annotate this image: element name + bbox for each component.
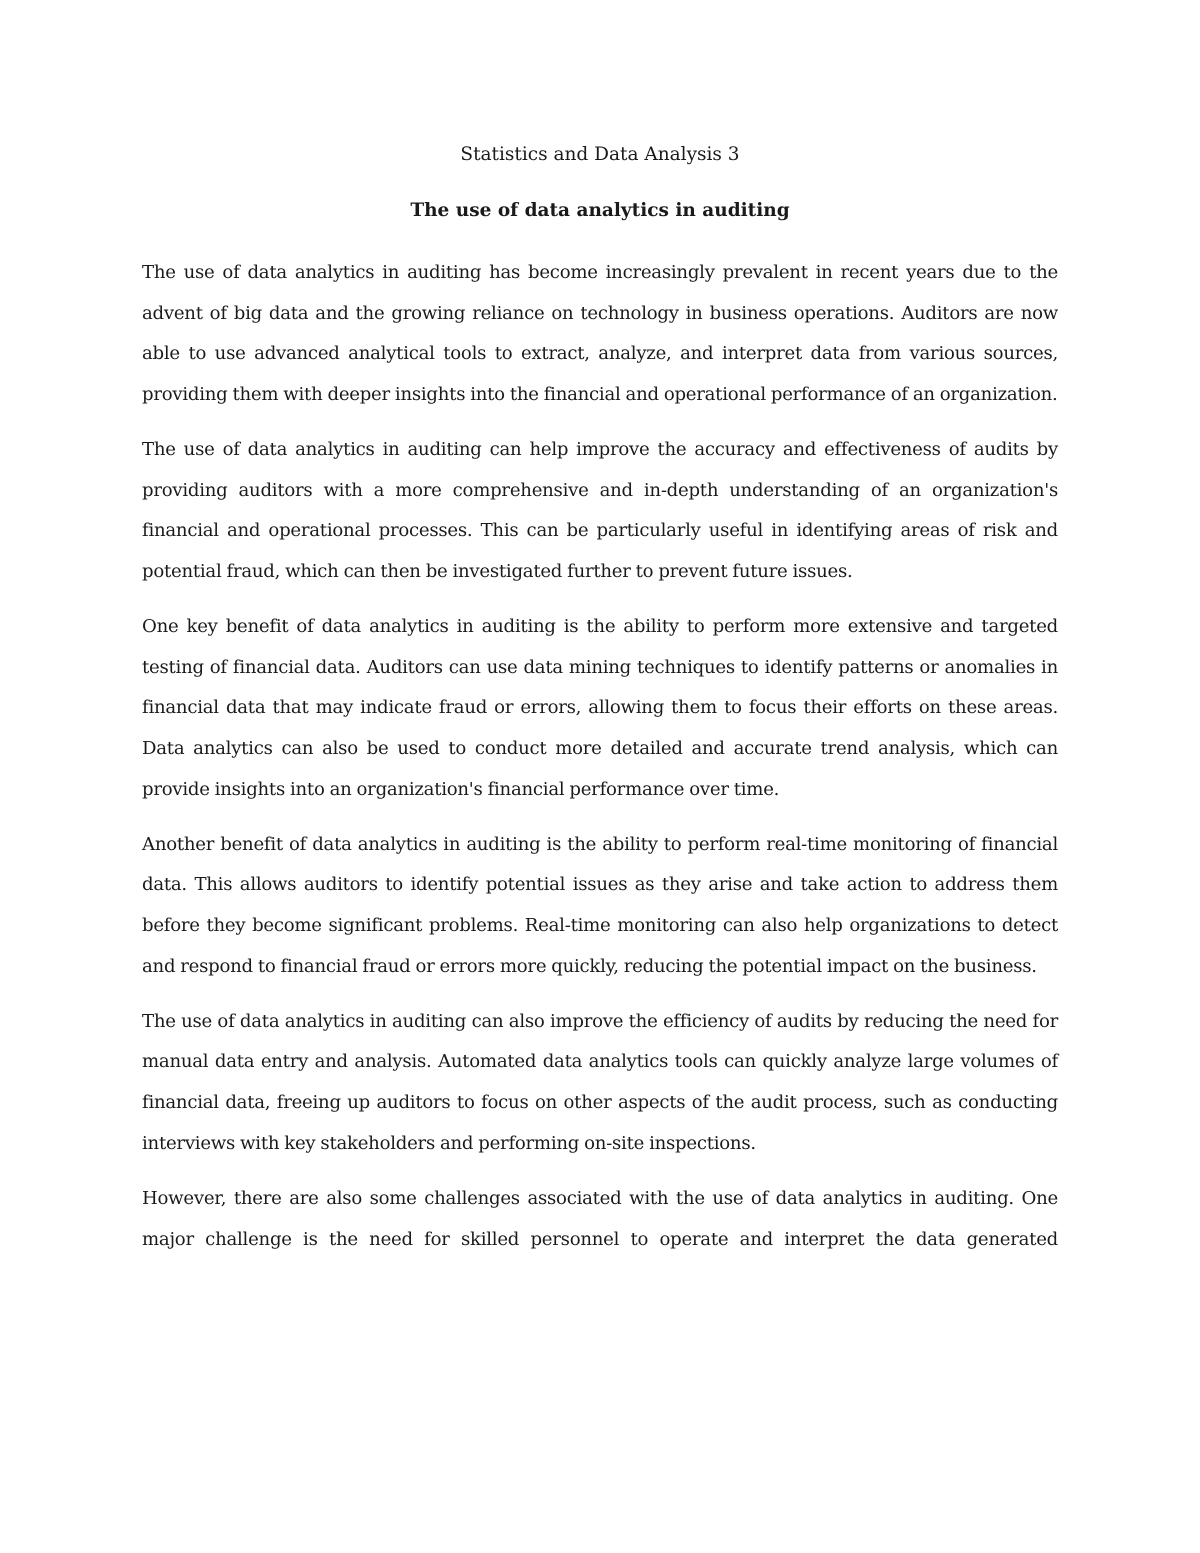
paragraph-3: One key benefit of data analytics in auditing is the ability to perform more extensive and targeted testing of financial data. Auditors can use data mining techniques to identify patterns or anomalies in financial data that may indicate fraud or errors, allowing them to focus their efforts on these areas. Data analytics can also be used to conduct more detailed and accurate trend analysis, which can provide insights into an organization's financial performance over time. <box>142 616 1058 800</box>
document-body <box>142 253 1058 1275</box>
paragraph-5: The use of data analytics in auditing can also improve the efficiency of audits by reducing the need for manual data entry and analysis. Automated data analytics tools can quickly analyze large volumes of financial data, freeing up auditors to focus on other aspects of the audit process, such as conducting interviews with key stakeholders and performing on-site inspections. <box>142 1010 1058 1154</box>
paragraph-2: The use of data analytics in auditing can help improve the accuracy and effectiveness of audits by providing auditors with a more comprehensive and in-depth understanding of an organization's financial and operational processes. This can be particularly useful in identifying areas of risk and potential fraud, which can then be investigated further to prevent future issues. <box>142 439 1058 582</box>
paragraph-1: The use of data analytics in auditing has become increasingly prevalent in recent years due to the advent of big data and the growing reliance on technology in business operations. Auditors are now able to use advanced analytical tools to extract, analyze, and interpret data from various sources, providing them with deeper insights into the financial and operational performance of an organization. <box>142 262 1058 405</box>
paragraph-4: Another benefit of data analytics in auditing is the ability to perform real-time monitoring of financial data. This allows auditors to identify potential issues as they arise and take action to address them before they become significant problems. Real-time monitoring can also help organizations to detect and respond to financial fraud or errors more quickly, reducing the potential impact on the business. <box>142 833 1058 977</box>
running-header: Statistics and Data Analysis 3 <box>460 144 740 165</box>
document-title: The use of data analytics in auditing <box>410 200 790 221</box>
paragraph-6: However, there are also some challenges associated with the use of data analytics in auditing. One major challenge is the need for skilled personnel to operate and interpret the data generated <box>142 1187 1058 1250</box>
